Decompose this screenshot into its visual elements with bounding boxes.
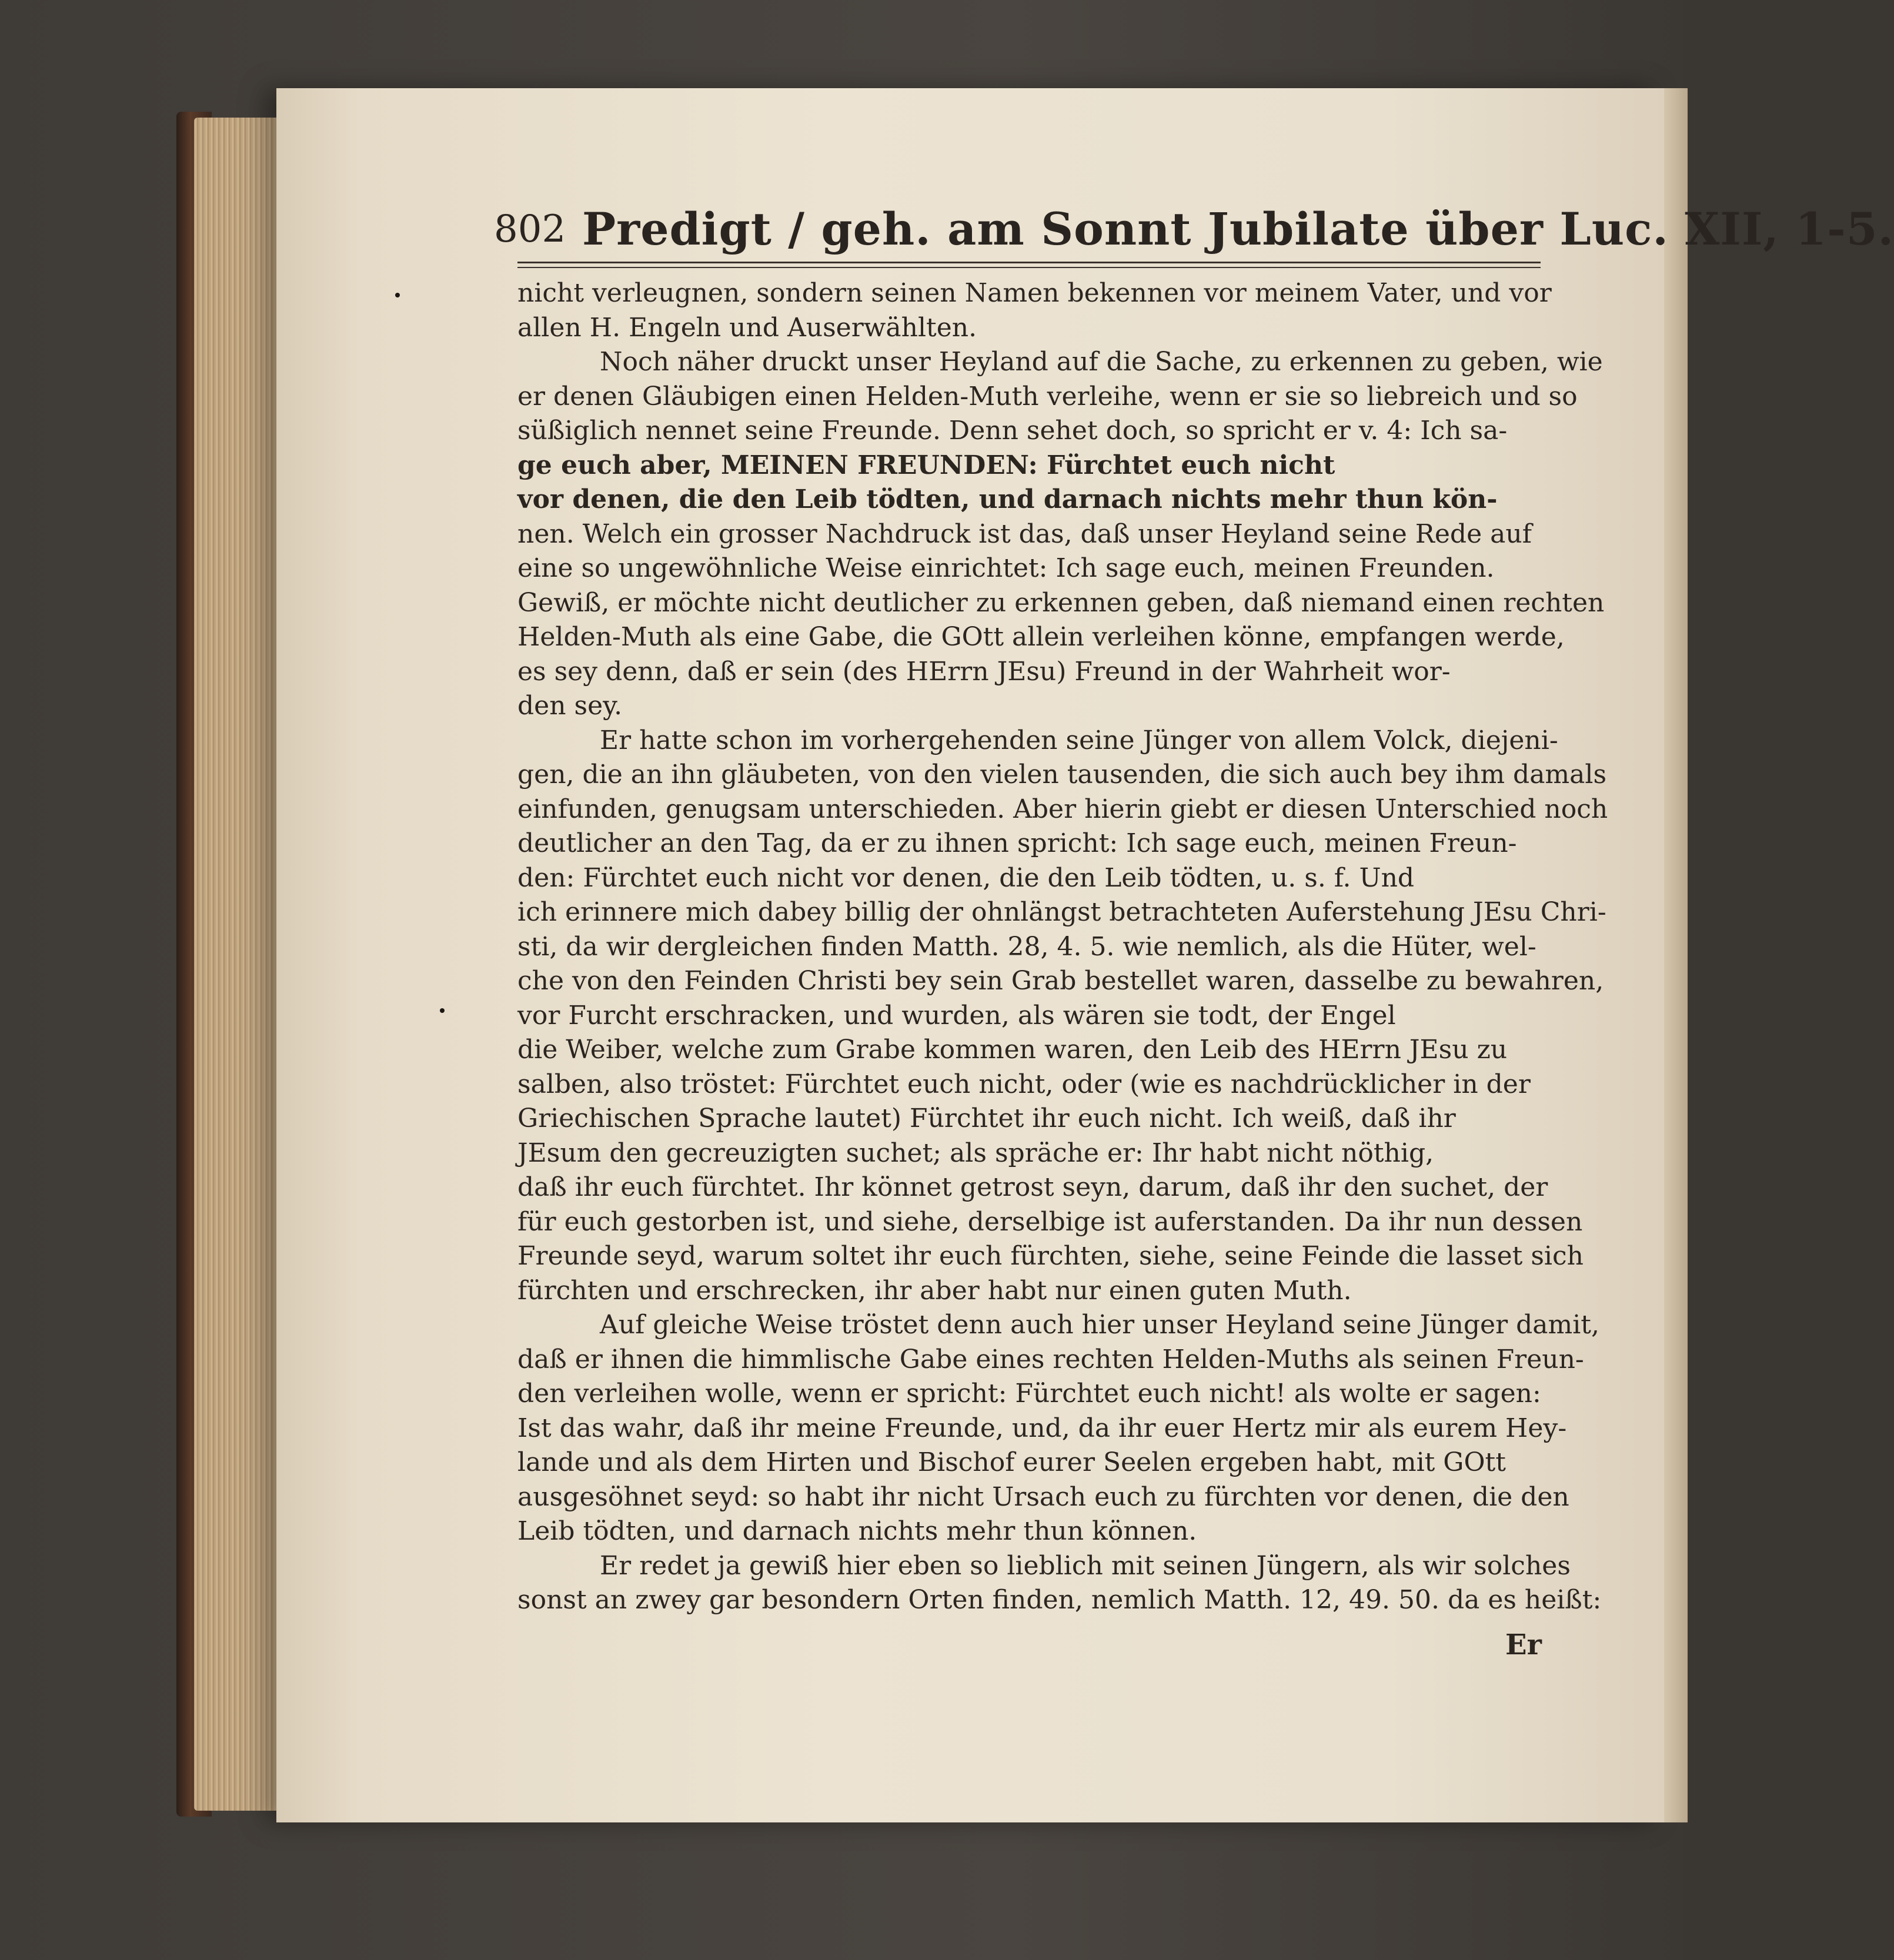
margin-mark [440,1008,445,1013]
running-title: Predigt / geh. am Sonnt Jubilate über Luc. XII, 1-5. [582,203,1894,255]
text-line: daß ihr euch fürchtet. Ihr könnet getrost seyn, darum, daß ihr den suchet, der [517,1172,1548,1202]
facing-page-edge [1664,88,1688,1822]
text-line: Noch näher druckt unser Heyland auf die Sache, zu erkennen zu geben, wie [600,347,1603,377]
text-line: salben, also tröstet: Fürchtet euch nicht, oder (wie es nachdrücklicher in der [517,1069,1531,1099]
text-line: gen, die an ihn gläubeten, von den vielen tausenden, die sich auch bey ihm damals [517,760,1607,790]
text-line: er denen Gläubigen einen Helden-Muth verleihe, wenn er sie so liebreich und so [517,381,1578,412]
text-line: Er redet ja gewiß hier eben so lieblich mit seinen Jüngern, als wir solches [600,1550,1571,1581]
text-line: die Weiber, welche zum Grabe kommen waren, den Leib des HErrn JEsu zu [517,1035,1508,1065]
text-line: Helden-Muth als eine Gabe, die GOtt allein verleihen könne, empfangen werde, [517,622,1565,652]
text-line: fürchten und erschrecken, ihr aber habt nur einen guten Muth. [517,1275,1352,1306]
catchword: Er [1505,1628,1542,1661]
text-line: Griechischen Sprache lautet) Fürchtet ihr euch nicht. Ich weiß, daß ihr [517,1103,1456,1133]
text-line: allen H. Engeln und Auserwählten. [517,312,977,343]
text-line: einfunden, genugsam unterschieden. Aber hierin giebt er diesen Unterschied noch [517,794,1608,824]
text-line: es sey denn, daß er sein (des HErrn JEsu) Freund in der Wahrheit wor- [517,656,1451,687]
text-line: Auf gleiche Weise tröstet denn auch hier unser Heyland seine Jünger damit, [600,1310,1599,1340]
margin-mark [395,293,400,297]
text-line: sti, da wir dergleichen finden Matth. 28, 4. 5. wie nemlich, als die Hüter, wel- [517,931,1536,962]
text-line: Leib tödten, und darnach nichts mehr thun können. [517,1516,1197,1546]
text-line: vor Furcht erschracken, und wurden, als wären sie todt, der Engel [517,1000,1396,1031]
text-line: ge euch aber, MEINEN FREUNDEN: Fürchtet euch nicht [517,450,1335,480]
text-line: Er hatte schon im vorhergehenden seine Jünger von allem Volck, diejeni- [600,725,1558,755]
text-line: süßiglich nennet seine Freunde. Denn sehet doch, so spricht er v. 4: Ich sa- [517,416,1508,446]
text-line: den sey. [517,691,623,721]
page-number: 802 [494,208,566,251]
text-line: sonst an zwey gar besondern Orten finden, nemlich Matth. 12, 49. 50. da es heißt: [517,1585,1602,1615]
text-line: deutlicher an den Tag, da er zu ihnen spricht: Ich sage euch, meinen Freun- [517,828,1517,858]
text-line: lande und als dem Hirten und Bischof eurer Seelen ergeben habt, mit GOtt [517,1447,1506,1477]
text-line: Gewiß, er möchte nicht deutlicher zu erkennen geben, daß niemand einen rechten [517,587,1605,618]
text-line: ausgesöhnet seyd: so habt ihr nicht Ursach euch zu fürchten vor denen, die den [517,1481,1569,1512]
text-line: Ist das wahr, daß ihr meine Freunde, und, da ihr euer Hertz mir als eurem Hey- [517,1413,1567,1443]
text-line: den: Fürchtet euch nicht vor denen, die den Leib tödten, u. s. f. Und [517,862,1415,893]
text-line: den verleihen wolle, wenn er spricht: Fürchtet euch nicht! als wolte er sagen: [517,1379,1541,1409]
text-line: nen. Welch ein grosser Nachdruck ist das, daß unser Heyland seine Rede auf [517,519,1532,549]
text-line: für euch gestorben ist, und siehe, derselbige ist auferstanden. Da ihr nun dessen [517,1206,1583,1237]
text-line: ich erinnere mich dabey billig der ohnlängst betrachteten Auferstehung JEsu Chri- [517,897,1606,927]
text-line: vor denen, die den Leib tödten, und darnach nichts mehr thun kön- [517,484,1498,514]
text-line: JEsum den gecreuzigten suchet; als spräche er: Ihr habt nicht nöthig, [517,1138,1434,1168]
header-rule [517,262,1541,268]
text-line: daß er ihnen die himmlische Gabe eines rechten Helden-Muths als seinen Freun- [517,1344,1584,1374]
text-line: Freunde seyd, warum soltet ihr euch fürchten, siehe, seine Feinde die lasset sich [517,1241,1584,1271]
body-text [517,276,1608,1618]
text-line: eine so ungewöhnliche Weise einrichtet: Ich sage euch, meinen Freunden. [517,553,1495,583]
text-line: nicht verleugnen, sondern seinen Namen bekennen vor meinem Vater, und vor [517,278,1552,308]
text-line: che von den Feinden Christi bey sein Grab bestellet waren, dasselbe zu bewahren, [517,966,1604,996]
page-header [494,203,1894,256]
